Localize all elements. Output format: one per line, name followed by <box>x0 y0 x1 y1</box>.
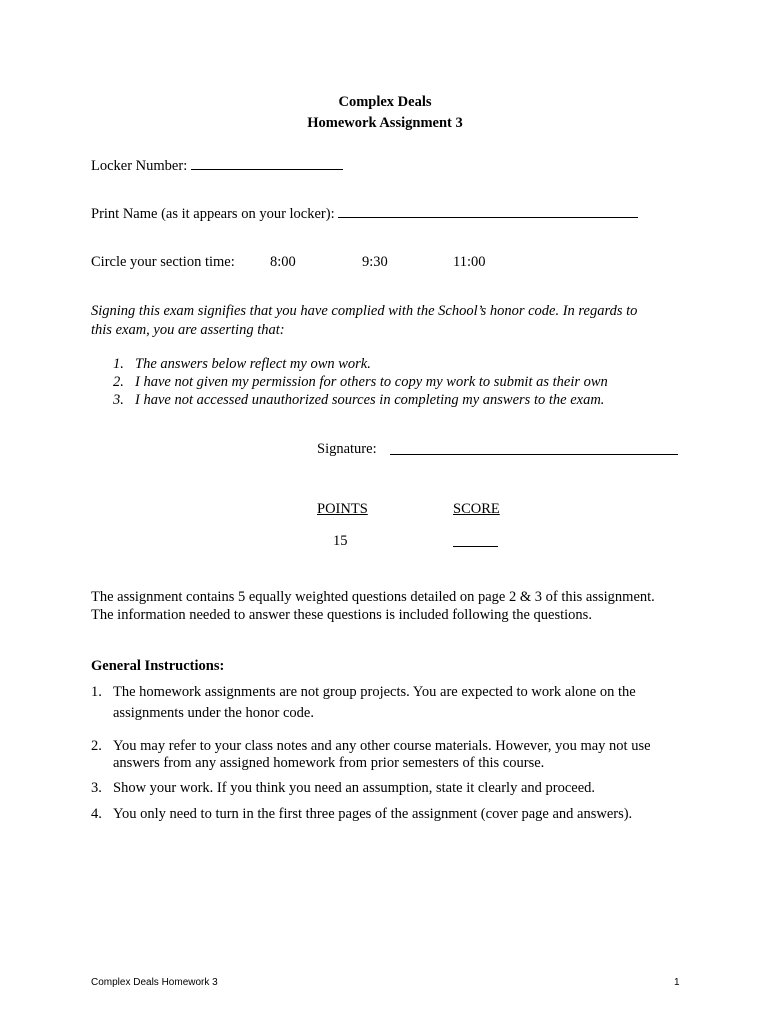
section-time-option[interactable]: 11:00 <box>453 254 486 270</box>
list-item-text: I have not given my permission for others to copy my work to submit as their own <box>135 374 608 390</box>
instruction-item <box>91 684 636 701</box>
instructions-heading: General Instructions: <box>91 658 225 674</box>
instruction-text: Show your work. If you think you need an assumption, state it clearly and proceed. <box>113 780 596 796</box>
instruction-text: You may refer to your class notes and any other course materials. However, you may not use <box>113 738 651 754</box>
list-item-text: I have not accessed unauthorized sources in completing my answers to the exam. <box>135 392 605 408</box>
honor-code-item <box>113 374 608 391</box>
instruction-text: You only need to turn in the first three pages of the assignment (cover page and answers). <box>113 806 633 822</box>
locker-number-label: Locker Number: <box>91 158 188 174</box>
instruction-item <box>91 738 651 755</box>
page-number: 1 <box>674 977 680 988</box>
list-number: 1. <box>91 684 102 700</box>
instruction-item <box>91 806 632 823</box>
section-time-option[interactable]: 9:30 <box>362 254 388 270</box>
instruction-item <box>91 780 595 797</box>
honor-code-item <box>113 392 604 409</box>
print-name-blank[interactable] <box>338 204 638 218</box>
document-subtitle: Homework Assignment 3 <box>307 115 463 131</box>
instruction-text-continued: answers from any assigned homework from prior semesters of this course. <box>113 755 545 771</box>
section-time-option[interactable]: 8:00 <box>270 254 296 270</box>
assignment-description-line: The assignment contains 5 equally weighted questions detailed on page 2 & 3 of this assignment. <box>91 589 655 605</box>
assignment-description-line: The information needed to answer these questions is included following the questions. <box>91 607 592 623</box>
honor-code-intro-line: this exam, you are asserting that: <box>91 322 285 338</box>
list-item-text: The answers below reflect my own work. <box>135 356 371 372</box>
signature-label: Signature: <box>317 441 377 457</box>
instruction-text: The homework assignments are not group projects. You are expected to work alone on the <box>113 684 636 700</box>
score-header: SCORE <box>453 501 500 517</box>
honor-code-item <box>113 356 371 373</box>
locker-number-field <box>91 156 343 175</box>
score-blank[interactable] <box>453 533 498 547</box>
points-value: 15 <box>333 533 348 549</box>
list-number: 1. <box>113 356 124 372</box>
print-name-label: Print Name (as it appears on your locker): <box>91 206 335 222</box>
list-number: 3. <box>91 780 102 796</box>
list-number: 4. <box>91 806 102 822</box>
points-header: POINTS <box>317 501 368 517</box>
document-title: Complex Deals <box>338 94 432 110</box>
list-number: 3. <box>113 392 124 408</box>
footer-title: Complex Deals Homework 3 <box>91 977 218 988</box>
locker-number-blank[interactable] <box>191 156 343 170</box>
instruction-text-continued: assignments under the honor code. <box>113 705 314 721</box>
list-number: 2. <box>91 738 102 754</box>
section-time-label: Circle your section time: <box>91 254 235 270</box>
signature-blank[interactable] <box>390 441 678 455</box>
list-number: 2. <box>113 374 124 390</box>
print-name-field <box>91 204 638 223</box>
honor-code-intro-line: Signing this exam signifies that you have complied with the School’s honor code. In regards to <box>91 303 638 319</box>
